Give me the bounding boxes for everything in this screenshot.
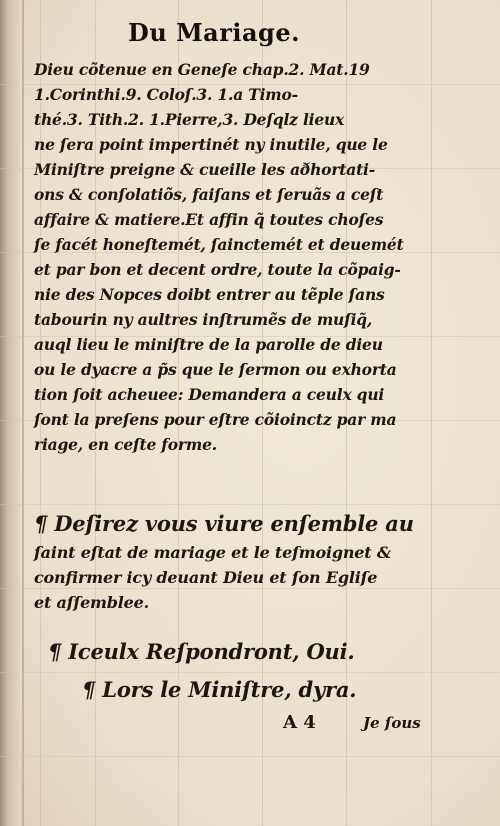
question-line: confirmer icy deuant Dieu et ſon Egliſe <box>34 568 378 587</box>
ruled-line <box>0 504 500 505</box>
text-line: ne ſera point impertinét ny inutile, que le <box>34 135 388 154</box>
answer-line: ¶ Iceulx Reſpondront, Oui. <box>48 639 355 664</box>
text-line: thé.3. Tith.2. 1.Pierre,3. Deſqlz lieux <box>34 110 345 129</box>
minister-line: ¶ Lors le Miniſtre, dyra. <box>82 677 357 702</box>
question-line: et aſſemblee. <box>34 593 149 612</box>
running-header: Du Mariage. <box>128 18 300 47</box>
question-line: ¶ Deſirez vous viure enſemble au <box>34 511 414 536</box>
text-line: et par bon et decent ordre, toute la cõpaig- <box>34 260 401 279</box>
text-line: 1.Corinthi.9. Coloſ.3. 1.a Timo- <box>34 85 298 104</box>
text-line: auql lieu le miniſtre de la parolle de dieu <box>34 335 383 354</box>
text-line: tion ſoit acheuee: Demandera a ceulx qui <box>34 385 385 404</box>
signature-mark: A 4 <box>283 712 316 733</box>
ruled-line <box>431 0 432 826</box>
text-line: ou le dyacre a p̃s que le ſermon ou exhorta <box>34 360 397 379</box>
text-line: Miniſtre preigne & cueille les aðhortati- <box>34 160 375 179</box>
binding-edge <box>0 0 20 826</box>
text-line: nie des Nopces doibt entrer au tẽple ſans <box>34 285 385 304</box>
text-line: tabourin ny aultres inſtrumẽs de muſiq̃, <box>34 310 373 329</box>
ruled-line <box>0 672 500 673</box>
text-line: ſe facét honeſtemét, ſainctemét et deuemét <box>34 235 404 254</box>
text-line: affaire & matiere.Et affin q̃ toutes choſes <box>34 210 384 229</box>
margin-rule <box>22 0 24 826</box>
catchword: Je ſous <box>363 714 421 732</box>
text-line: ons & conſolatiõs, faiſans et ſeruãs a ceſt <box>34 185 384 204</box>
text-line: ſont la preſens pour eſtre cõioinctz par ma <box>34 410 397 429</box>
text-line: Dieu cõtenue en Geneſe chap.2. Mat.19 <box>34 60 370 79</box>
ruled-line <box>0 756 500 757</box>
text-line: riage, en ceſte forme. <box>34 435 217 454</box>
question-line: ſaint eſtat de mariage et le teſmoignet & <box>34 543 392 562</box>
